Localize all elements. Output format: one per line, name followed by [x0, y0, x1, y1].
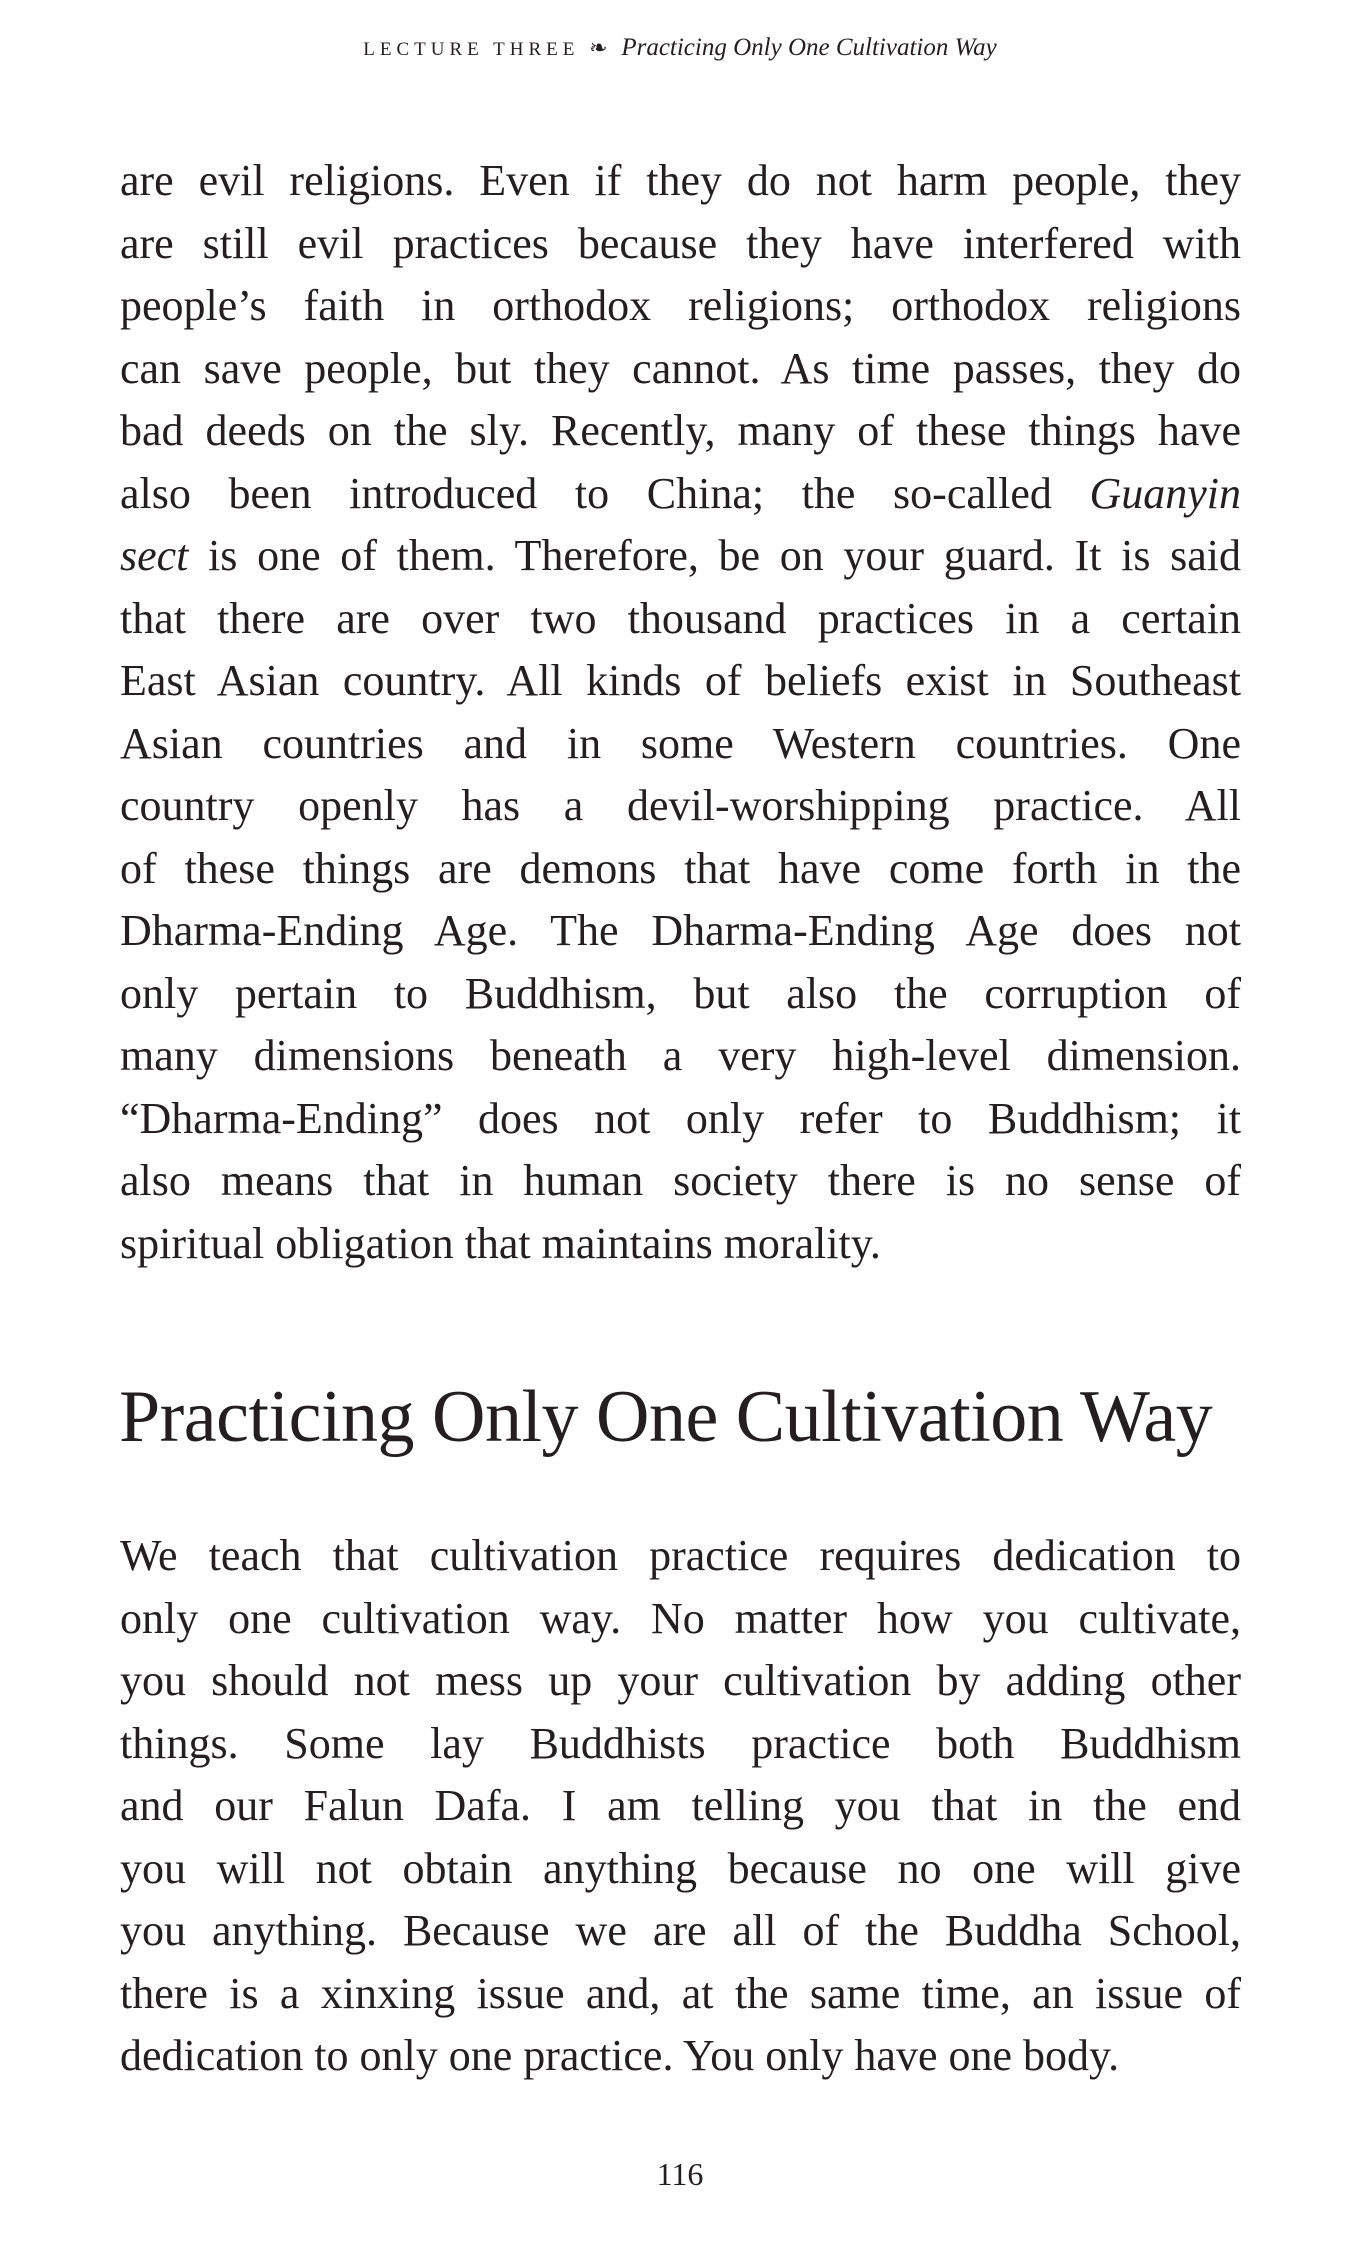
- text-line: you anything. Because we are all of the Buddha School,: [120, 1906, 1241, 1955]
- body-paragraph-1: [120, 150, 1241, 1275]
- text-line: also means that in human society there is no sense of: [120, 1156, 1241, 1205]
- running-head-chapter: LECTURE THREE: [363, 39, 580, 60]
- text-line: and our Falun Dafa. I am telling you that in the end: [120, 1781, 1241, 1830]
- text-line: only pertain to Buddhism, but also the corruption of: [120, 968, 1241, 1018]
- italic-term: sect: [120, 531, 189, 580]
- body-paragraph-2: [120, 1525, 1241, 2088]
- text-line: that there are over two thousand practices in a certain: [120, 593, 1241, 643]
- text-line: spiritual obligation that maintains morality.: [120, 1218, 881, 1268]
- text-line: We teach that cultivation practice requires dedication to: [120, 1531, 1241, 1580]
- section-heading: Practicing Only One Cultivation Way: [119, 1376, 1213, 1458]
- leaf-fleuron-icon: ❧: [589, 35, 608, 60]
- text-line: East Asian country. All kinds of beliefs exist in Southeast: [120, 656, 1241, 705]
- running-head-section: Practicing Only One Cultivation Way: [621, 34, 997, 61]
- text-segment: also been introduced to China; the so-called: [120, 468, 1090, 518]
- text-line: you should not mess up your cultivation by adding other: [120, 1656, 1241, 1705]
- text-line: of these things are demons that have come forth in the: [120, 843, 1241, 893]
- text-line: country openly has a devil-worshipping practice. All: [120, 781, 1241, 830]
- text-line: Asian countries and in some Western countries. One: [120, 718, 1241, 768]
- text-segment: is one of them. Therefore, be on your guard. It is said: [208, 531, 1241, 580]
- running-head: [0, 33, 1360, 63]
- text-line: bad deeds on the sly. Recently, many of these things have: [120, 406, 1241, 455]
- text-line: can save people, but they cannot. As time passes, they do: [120, 343, 1241, 393]
- text-line-mixed: [120, 525, 1241, 588]
- text-line: you will not obtain anything because no one will give: [120, 1843, 1241, 1893]
- page-number: 116: [656, 2156, 704, 2192]
- text-line: people’s faith in orthodox religions; orthodox religions: [120, 281, 1241, 330]
- italic-term: Guanyin: [1089, 468, 1241, 518]
- text-line: there is a xinxing issue and, at the same time, an issue of: [120, 1968, 1241, 2018]
- text-line: are still evil practices because they have interfered with: [120, 218, 1241, 268]
- text-line: are evil religions. Even if they do not harm people, they: [120, 156, 1241, 205]
- text-line: Dharma-Ending Age. The Dharma-Ending Age does not: [120, 906, 1241, 955]
- text-line: dedication to only one practice. You only have one body.: [120, 2031, 1120, 2080]
- text-line-mixed: [120, 463, 1241, 526]
- text-line: only one cultivation way. No matter how you cultivate,: [120, 1593, 1241, 1643]
- text-line: many dimensions beneath a very high-level dimension.: [120, 1031, 1241, 1080]
- text-line: things. Some lay Buddhists practice both Buddhism: [120, 1718, 1241, 1768]
- text-line: “Dharma-Ending” does not only refer to Buddhism; it: [120, 1093, 1241, 1143]
